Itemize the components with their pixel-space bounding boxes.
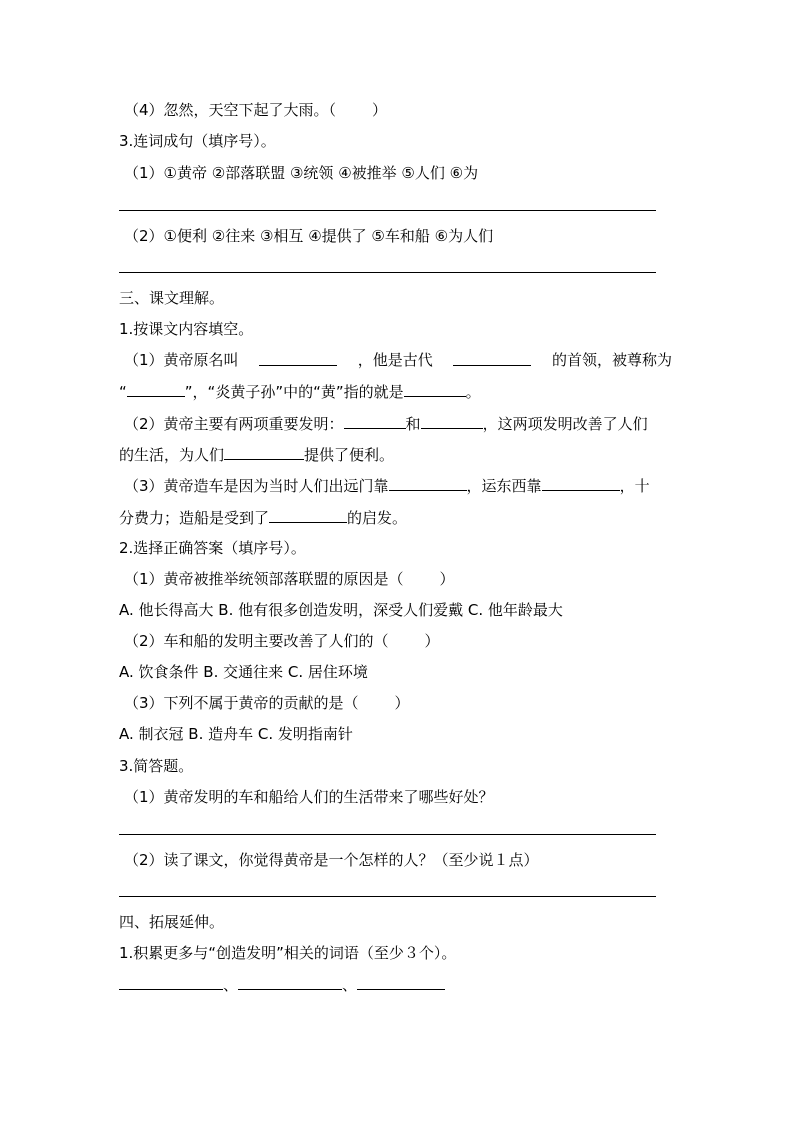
fill-2-line-1 xyxy=(124,412,648,435)
fill-blank[interactable] xyxy=(119,973,223,990)
fill-3-line-1 xyxy=(124,474,650,497)
fill-blank[interactable] xyxy=(269,506,347,523)
fill-1-text-b: ，他是古代 xyxy=(357,351,433,369)
answer-line-short-1[interactable] xyxy=(119,834,656,835)
fill-2-text-e: 提供了便利。 xyxy=(304,446,395,464)
choice-2-text: （2）车和船的发明主要改善了人们的（ xyxy=(124,632,389,650)
choice-1-options: A. 他长得高大 B. 他有很多创造发明，深受人们爱戴 C. 他年龄最大 xyxy=(119,601,563,619)
choice-2-options: A. 饮食条件 B. 交通往来 C. 居住环境 xyxy=(119,663,368,681)
fill-3-text-e: 的启发。 xyxy=(347,509,408,527)
fill-1-text-c: 的首领，被尊称为 xyxy=(551,351,672,369)
fill-blank[interactable] xyxy=(238,973,342,990)
sentence-q4-text: （4）忽然，天空下起了大雨。（ xyxy=(124,101,337,119)
fill-3-text-c: ，十 xyxy=(619,477,650,495)
short-answer-2: （2）读了课文，你觉得黄帝是一个怎样的人？（至少说１点） xyxy=(124,851,539,869)
choice-2-question xyxy=(124,630,440,652)
choice-1-text: （1）黄帝被推举统领部落联盟的原因是（ xyxy=(124,570,404,588)
fill-2-line-2 xyxy=(119,443,394,466)
fill-1-text-e: ”，“炎黄子孙”中的“黄”指的就是 xyxy=(184,383,404,401)
fill-3-text-a: （3）黄帝造车是因为当时人们出远门靠 xyxy=(124,477,389,495)
fill-blank[interactable] xyxy=(127,380,185,397)
choice-3-text: （3）下列不属于黄帝的贡献的是（ xyxy=(124,694,359,712)
short-answer-1: （1）黄帝发明的车和船给人们的生活带来了哪些好处？ xyxy=(124,788,494,806)
fill-blank[interactable] xyxy=(389,474,467,491)
fill-blank[interactable] xyxy=(421,412,483,429)
fill-blank[interactable] xyxy=(259,349,337,366)
fill-blank[interactable] xyxy=(224,443,304,460)
fill-1-text-f: 。 xyxy=(465,383,481,401)
choice-3-question xyxy=(124,692,410,714)
fill-1-text-d: “ xyxy=(119,383,127,401)
short-answer-title: 3.简答题。 xyxy=(119,757,194,775)
fill-blank[interactable] xyxy=(357,973,445,990)
fill-2-text-b: 和 xyxy=(405,415,421,433)
answer-line-q3-2[interactable] xyxy=(119,272,656,273)
separator: 、 xyxy=(342,976,358,994)
fill-2-text-a: （2）黄帝主要有两项重要发明： xyxy=(124,415,344,433)
section-4-title: 四、拓展延伸。 xyxy=(119,913,225,931)
paren-close: ） xyxy=(372,101,388,119)
fill-1-text-a: （1）黄帝原名叫 xyxy=(124,351,239,369)
choice-3-options: A. 制衣冠 B. 造舟车 C. 发明指南针 xyxy=(119,725,353,743)
fill-blank[interactable] xyxy=(453,349,531,366)
extension-1: 1.积累更多与“创造发明”相关的词语（至少３个）。 xyxy=(119,944,457,962)
fill-2-text-d: 的生活，为人们 xyxy=(119,446,225,464)
paren-close: ） xyxy=(439,570,455,588)
paren-close: ） xyxy=(394,694,410,712)
q3-item-2: （2）①便利 ②往来 ③相互 ④提供了 ⑤车和船 ⑥为人们 xyxy=(124,227,494,245)
fill-2-text-c: ，这两项发明改善了人们 xyxy=(482,415,648,433)
separator: 、 xyxy=(223,976,239,994)
fill-3-text-d: 分费力；造船是受到了 xyxy=(119,509,270,527)
answer-line-short-2[interactable] xyxy=(119,896,656,897)
fill-3-text-b: ，运东西靠 xyxy=(466,477,542,495)
choice-1-question xyxy=(124,568,455,590)
q3-item-1: （1）①黄帝 ②部落联盟 ③统领 ④被推举 ⑤人们 ⑥为 xyxy=(124,164,479,182)
section-3-title: 三、课文理解。 xyxy=(119,289,225,307)
fill-title: 1.按课文内容填空。 xyxy=(119,320,254,338)
sentence-q4 xyxy=(124,99,387,121)
answer-line-q3-1[interactable] xyxy=(119,210,656,211)
paren-close: ） xyxy=(424,632,440,650)
extension-answer-row xyxy=(119,973,445,996)
fill-1-line-1 xyxy=(124,349,672,371)
fill-blank[interactable] xyxy=(542,474,620,491)
fill-blank[interactable] xyxy=(404,380,466,397)
fill-blank[interactable] xyxy=(344,412,406,429)
fill-3-line-2 xyxy=(119,506,407,529)
q3-title: 3.连词成句（填序号）。 xyxy=(119,132,276,150)
choice-title: 2.选择正确答案（填序号）。 xyxy=(119,539,306,557)
fill-1-line-2 xyxy=(119,380,481,403)
